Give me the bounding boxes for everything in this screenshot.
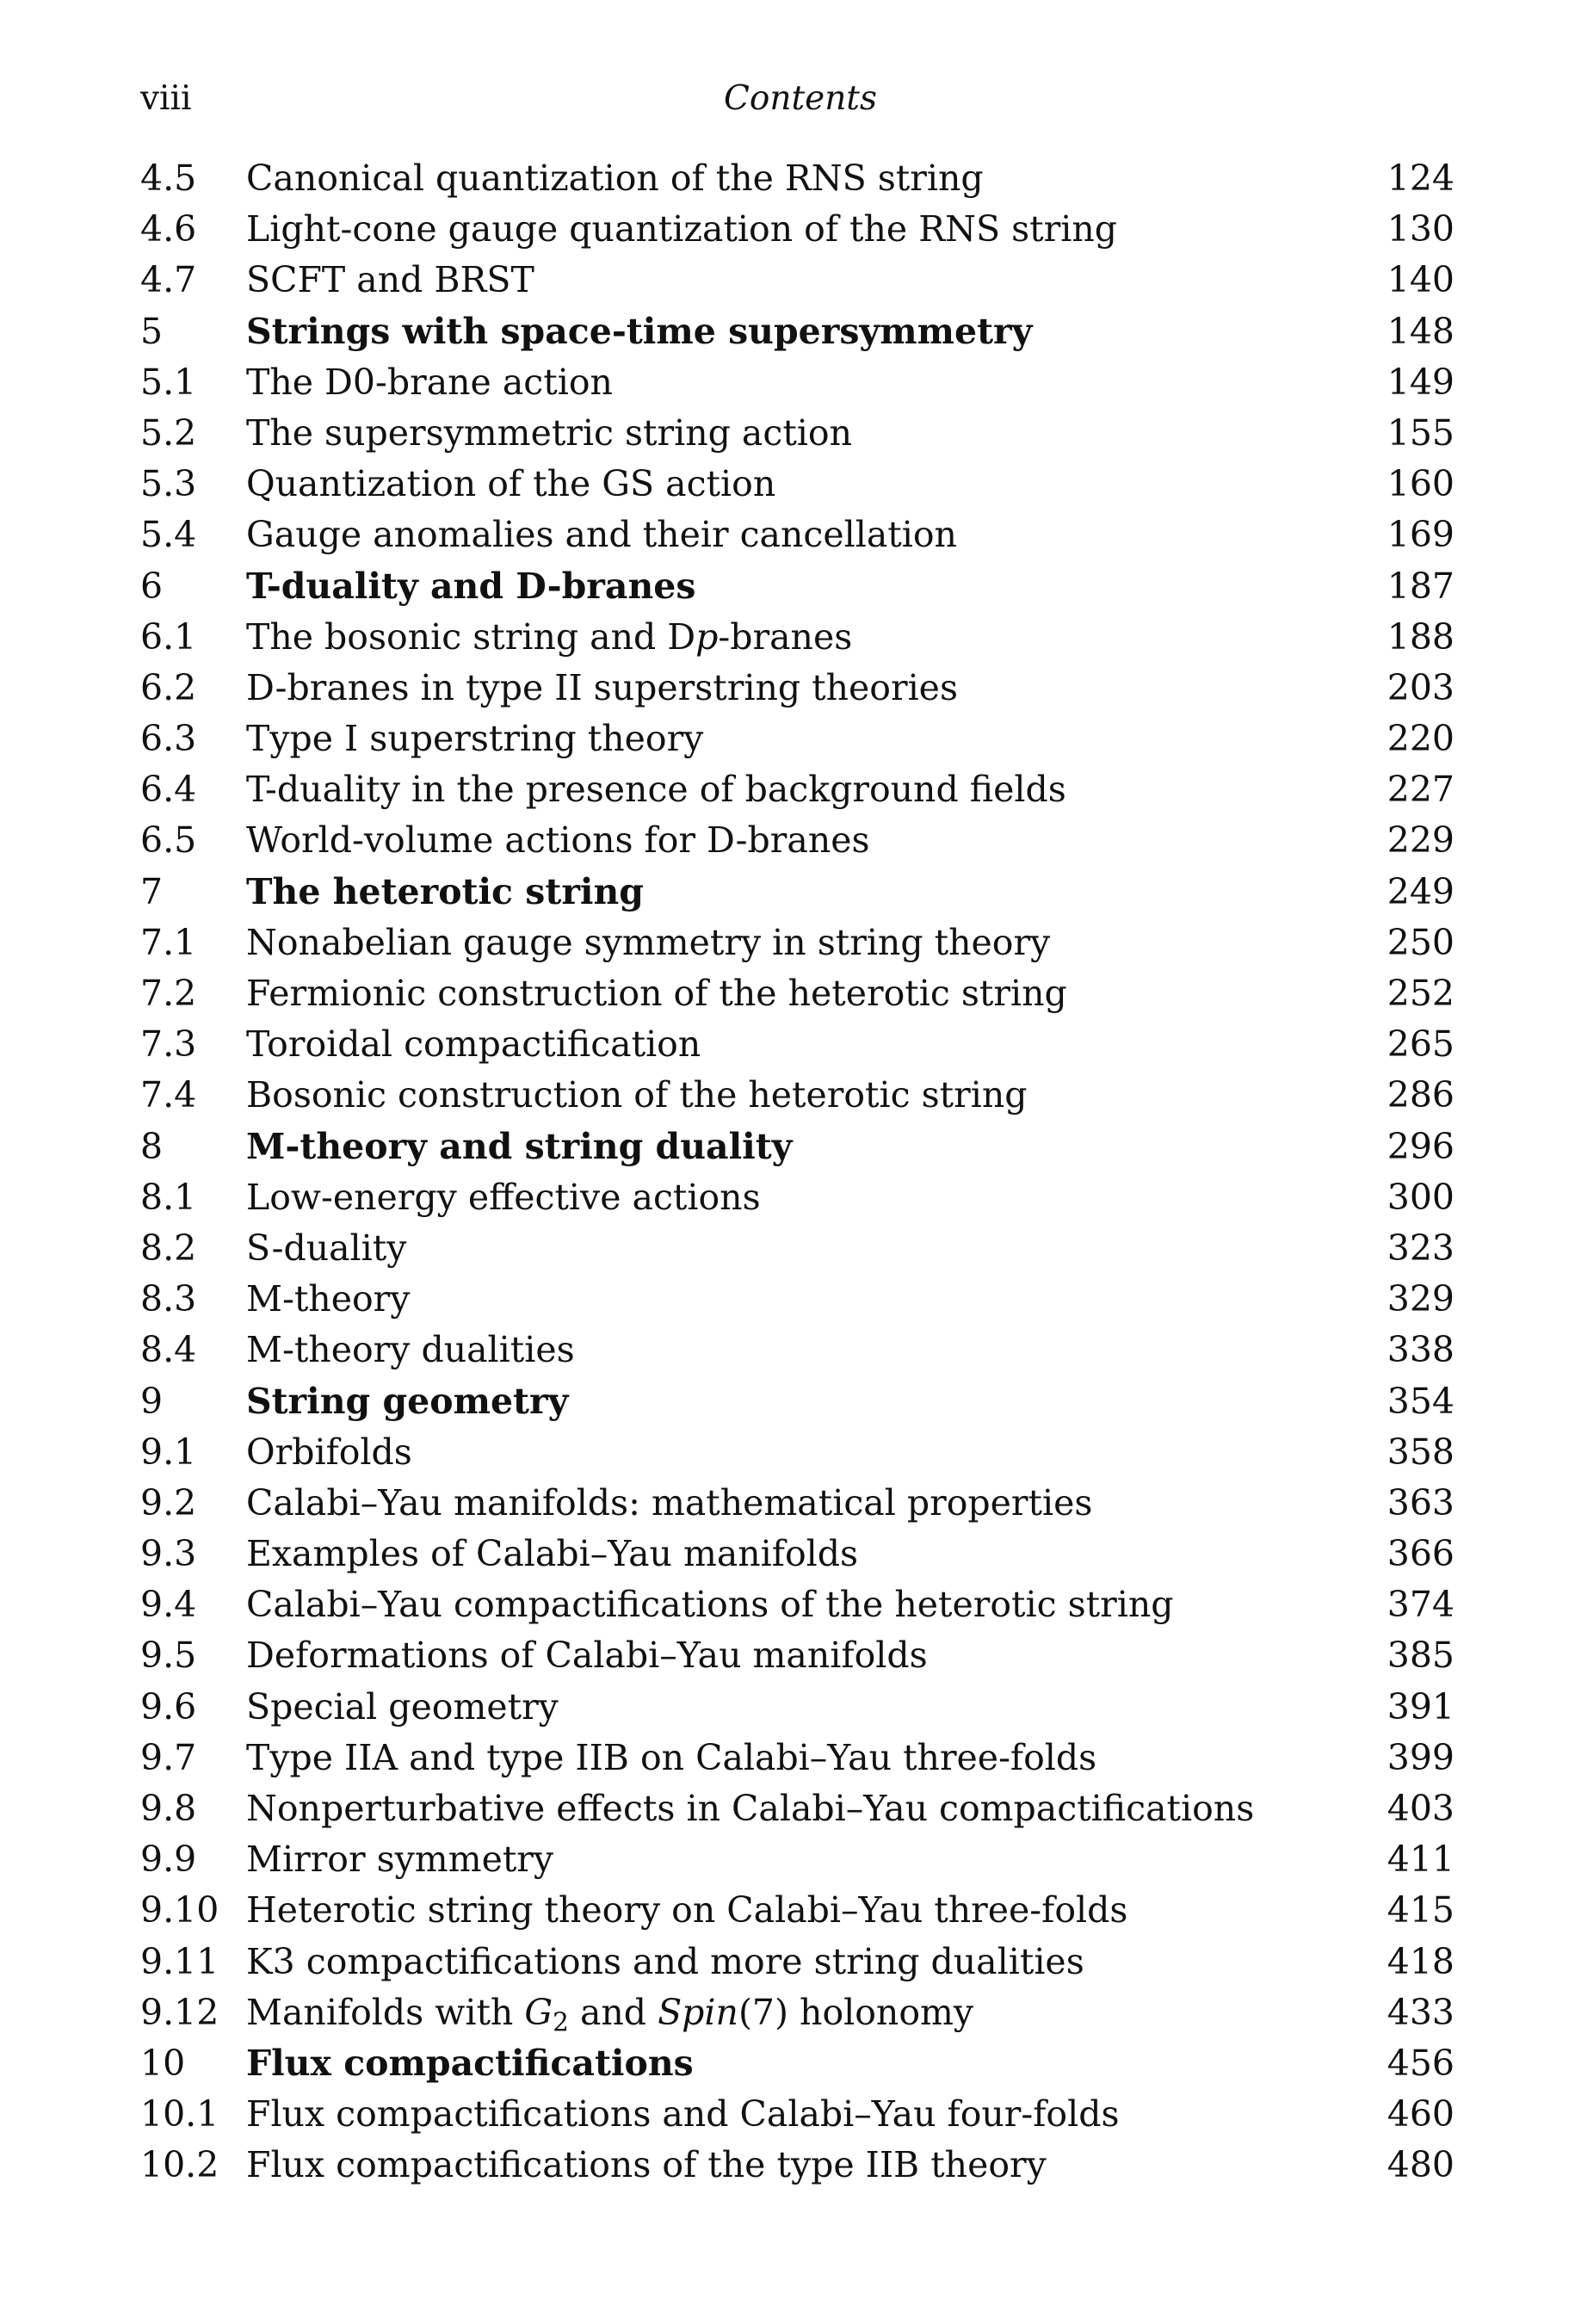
toc-section-entry[interactable] <box>0 357 1575 408</box>
toc-section-entry[interactable] <box>0 255 1575 306</box>
toc-section-entry[interactable] <box>0 815 1575 866</box>
toc-entry-number: 9.1 <box>140 1431 197 1473</box>
toc-chapter-entry[interactable] <box>0 2038 1575 2089</box>
toc-entry-number: 8.2 <box>140 1227 197 1269</box>
toc-section-entry[interactable] <box>0 204 1575 255</box>
toc-entry-number: 7.3 <box>140 1023 197 1066</box>
toc-entry-title: K3 compactifications and more string dualities <box>246 1940 1084 1982</box>
toc-entry-page: 358 <box>1387 1431 1455 1473</box>
toc-entry-number: 4.7 <box>140 259 197 301</box>
toc-entry-title: World-volume actions for D-branes <box>246 819 870 862</box>
toc-entry-page: 250 <box>1387 921 1455 963</box>
toc-entry-title: Fermionic construction of the heterotic string <box>246 973 1067 1014</box>
toc-entry-number: 9.9 <box>140 1839 197 1881</box>
toc-section-entry[interactable] <box>0 1529 1575 1579</box>
toc-entry-number: 9.3 <box>140 1533 197 1575</box>
toc-chapter-entry[interactable] <box>0 1122 1575 1172</box>
toc-entry-page: 220 <box>1387 718 1455 760</box>
toc-entry-title: The D0-brane action <box>246 361 613 403</box>
toc-entry-page: 329 <box>1387 1278 1455 1320</box>
toc-entry-title: SCFT and BRST <box>246 259 534 301</box>
toc-section-entry[interactable] <box>0 408 1575 459</box>
toc-section-entry[interactable] <box>0 1682 1575 1733</box>
toc-entry-title: Special geometry <box>246 1685 559 1728</box>
toc-entry-page: 300 <box>1387 1176 1455 1218</box>
toc-entry-page: 296 <box>1387 1125 1455 1167</box>
toc-entry-title: Canonical quantization of the RNS string <box>246 158 984 199</box>
toc-entry-title: Bosonic construction of the heterotic string <box>246 1074 1028 1116</box>
toc-chapter-entry[interactable] <box>0 1376 1575 1427</box>
toc-entry-page: 480 <box>1387 2144 1455 2186</box>
toc-section-entry[interactable] <box>0 1325 1575 1375</box>
toc-chapter-entry[interactable] <box>0 306 1575 357</box>
toc-entry-number: 9.12 <box>140 1991 219 2033</box>
toc-entry-title: String geometry <box>246 1380 569 1422</box>
toc-entry-title: Nonabelian gauge symmetry in string theory <box>246 921 1051 963</box>
toc-entry-page: 148 <box>1387 310 1455 352</box>
toc-entry-number: 6.2 <box>140 666 197 708</box>
toc-title-fragment: 2 <box>553 2007 569 2037</box>
toc-entry-page: 130 <box>1387 208 1455 250</box>
toc-entry-title: Low-energy effective actions <box>246 1176 761 1218</box>
toc-title-fragment: Spin <box>658 1991 738 2033</box>
toc-section-entry[interactable] <box>0 1937 1575 1987</box>
toc-section-entry[interactable] <box>0 153 1575 204</box>
toc-section-entry[interactable] <box>0 1223 1575 1274</box>
toc-entry-number: 9.10 <box>140 1889 219 1932</box>
toc-entry-page: 188 <box>1387 615 1455 658</box>
running-title: Contents <box>724 79 877 118</box>
toc-entry-number: 9.7 <box>140 1736 197 1778</box>
toc-entry-number: 7.2 <box>140 973 197 1014</box>
toc-entry-page: 374 <box>1387 1584 1455 1626</box>
toc-entry-number: 5.3 <box>140 463 197 505</box>
toc-entry-number: 9.8 <box>140 1788 197 1829</box>
toc-entry-number: 6.1 <box>140 615 197 658</box>
toc-entry-title: Heterotic string theory on Calabi–Yau three-folds <box>246 1889 1128 1932</box>
toc-entry-page: 227 <box>1387 769 1455 811</box>
toc-entry-title: Deformations of Calabi–Yau manifolds <box>246 1635 928 1677</box>
toc-entry-page: 403 <box>1387 1788 1455 1829</box>
toc-entry-title <box>246 612 852 663</box>
toc-entry-page: 155 <box>1387 411 1455 454</box>
toc-entry-title: S-duality <box>246 1227 407 1269</box>
toc-entry-number: 9.4 <box>140 1584 197 1626</box>
toc-section-entry[interactable] <box>0 1070 1575 1121</box>
toc-entry-page: 252 <box>1387 973 1455 1014</box>
toc-entry-page: 286 <box>1387 1074 1455 1116</box>
toc-entry-page: 363 <box>1387 1481 1455 1524</box>
toc-entry-number: 9.11 <box>140 1940 219 1982</box>
table-of-contents <box>0 153 1575 2191</box>
toc-section-entry[interactable] <box>0 1172 1575 1223</box>
page-number: viii <box>140 79 192 118</box>
toc-section-entry[interactable] <box>0 2140 1575 2191</box>
toc-entry-number: 9.2 <box>140 1481 197 1524</box>
toc-entry-page: 338 <box>1387 1329 1455 1371</box>
toc-entry-title: Calabi–Yau manifolds: mathematical properties <box>246 1481 1093 1524</box>
toc-entry-title: Flux compactifications of the type IIB theory <box>246 2144 1047 2186</box>
toc-entry-page: 385 <box>1387 1635 1455 1677</box>
toc-title-fragment: The bosonic string and D <box>246 615 696 658</box>
toc-section-entry[interactable] <box>0 459 1575 510</box>
toc-entry-title: Quantization of the GS action <box>246 463 776 505</box>
toc-entry-page: 460 <box>1387 2093 1455 2135</box>
toc-entry-number: 7.4 <box>140 1074 197 1116</box>
toc-entry-title: Strings with space-time supersymmetry <box>246 310 1033 352</box>
toc-entry-title: Examples of Calabi–Yau manifolds <box>246 1533 859 1575</box>
toc-entry-number: 8.3 <box>140 1278 197 1320</box>
toc-entry-number: 5.2 <box>140 411 197 454</box>
toc-section-entry[interactable] <box>0 1019 1575 1070</box>
toc-entry-number: 6.4 <box>140 769 197 811</box>
toc-title-fragment: -branes <box>718 615 853 658</box>
toc-chapter-entry[interactable] <box>0 867 1575 918</box>
toc-entry-number: 7.1 <box>140 921 197 963</box>
toc-entry-page: 265 <box>1387 1023 1455 1066</box>
toc-entry-number: 4.5 <box>140 158 197 199</box>
toc-entry-title: D-branes in type II superstring theories <box>246 666 958 708</box>
toc-entry-title: Mirror symmetry <box>246 1839 554 1881</box>
toc-entry-page: 399 <box>1387 1736 1455 1778</box>
toc-entry-number: 5.4 <box>140 514 197 556</box>
toc-entry-page: 249 <box>1387 870 1455 912</box>
toc-title-fragment: and <box>568 1991 658 2033</box>
toc-entry-number: 7 <box>140 870 164 912</box>
toc-entry-title: M-theory dualities <box>246 1329 575 1371</box>
toc-entry-number: 6 <box>140 565 164 607</box>
toc-entry-page: 415 <box>1387 1889 1455 1932</box>
toc-chapter-entry[interactable] <box>0 561 1575 612</box>
toc-entry-page: 169 <box>1387 514 1455 556</box>
toc-section-entry[interactable] <box>0 968 1575 1019</box>
toc-section-entry[interactable] <box>0 1579 1575 1630</box>
toc-entry-title: Nonperturbative effects in Calabi–Yau compactifications <box>246 1788 1255 1829</box>
toc-entry-number: 9.5 <box>140 1635 197 1677</box>
toc-entry-number: 6.5 <box>140 819 197 862</box>
toc-entry-number: 9.6 <box>140 1685 197 1728</box>
toc-entry-title: The heterotic string <box>246 870 644 912</box>
toc-entry-page: 391 <box>1387 1685 1455 1728</box>
toc-entry-page: 366 <box>1387 1533 1455 1575</box>
toc-section-entry[interactable] <box>0 663 1575 714</box>
toc-entry-title: Type I superstring theory <box>246 718 704 760</box>
toc-section-entry[interactable] <box>0 1987 1575 2038</box>
toc-entry-page: 187 <box>1387 565 1455 607</box>
toc-entry-page: 418 <box>1387 1940 1455 1982</box>
toc-entry-page: 160 <box>1387 463 1455 505</box>
toc-section-entry[interactable] <box>0 1630 1575 1681</box>
toc-entry-title: Calabi–Yau compactifications of the heterotic string <box>246 1584 1174 1626</box>
toc-entry-number: 10 <box>140 2042 186 2084</box>
toc-entry-title: Toroidal compactification <box>246 1023 701 1066</box>
toc-entry-title: Flux compactifications <box>246 2042 694 2084</box>
toc-title-fragment: p <box>695 615 719 658</box>
toc-entry-number: 10.1 <box>140 2093 219 2135</box>
running-head <box>0 79 1575 122</box>
toc-entry-number: 5.1 <box>140 361 197 403</box>
toc-section-entry[interactable] <box>0 1274 1575 1325</box>
toc-section-entry[interactable] <box>0 612 1575 663</box>
toc-entry-page: 323 <box>1387 1227 1455 1269</box>
toc-section-entry[interactable] <box>0 2089 1575 2140</box>
toc-section-entry[interactable] <box>0 764 1575 815</box>
toc-section-entry[interactable] <box>0 1885 1575 1936</box>
toc-entry-number: 6.3 <box>140 718 197 760</box>
toc-entry-number: 8.1 <box>140 1176 197 1218</box>
toc-entry-title <box>246 1987 973 2038</box>
toc-entry-title: Light-cone gauge quantization of the RNS string <box>246 208 1117 250</box>
toc-entry-title: M-theory <box>246 1278 411 1320</box>
toc-entry-number: 8.4 <box>140 1329 197 1371</box>
toc-section-entry[interactable] <box>0 1427 1575 1478</box>
toc-section-entry[interactable] <box>0 1733 1575 1783</box>
toc-entry-title: The supersymmetric string action <box>246 411 853 454</box>
toc-entry-page: 140 <box>1387 259 1455 301</box>
toc-entry-title: T-duality and D-branes <box>246 565 696 607</box>
toc-title-fragment: (7) holonomy <box>738 1991 974 2033</box>
toc-section-entry[interactable] <box>0 1783 1575 1834</box>
toc-title-fragment: G <box>524 1991 553 2033</box>
toc-entry-number: 8 <box>140 1125 164 1167</box>
toc-entry-page: 124 <box>1387 158 1455 199</box>
toc-entry-title: T-duality in the presence of background fields <box>246 769 1066 811</box>
toc-entry-page: 149 <box>1387 361 1455 403</box>
toc-entry-title: Type IIA and type IIB on Calabi–Yau three-folds <box>246 1736 1097 1778</box>
toc-entry-page: 203 <box>1387 666 1455 708</box>
toc-entry-title: Gauge anomalies and their cancellation <box>246 514 957 556</box>
toc-entry-page: 354 <box>1387 1380 1455 1422</box>
toc-section-entry[interactable] <box>0 714 1575 764</box>
toc-entry-number: 10.2 <box>140 2144 219 2186</box>
toc-section-entry[interactable] <box>0 1478 1575 1529</box>
toc-section-entry[interactable] <box>0 510 1575 560</box>
toc-entry-number: 4.6 <box>140 208 197 250</box>
toc-entry-number: 5 <box>140 310 164 352</box>
toc-entry-page: 411 <box>1387 1839 1455 1881</box>
toc-title-fragment: Manifolds with <box>246 1991 525 2033</box>
toc-entry-number: 9 <box>140 1380 164 1422</box>
toc-entry-page: 433 <box>1387 1991 1455 2033</box>
toc-entry-page: 229 <box>1387 819 1455 862</box>
toc-section-entry[interactable] <box>0 1834 1575 1885</box>
toc-entry-title: Flux compactifications and Calabi–Yau four-folds <box>246 2093 1120 2135</box>
toc-section-entry[interactable] <box>0 918 1575 968</box>
toc-entry-title: M-theory and string duality <box>246 1125 793 1167</box>
toc-entry-page: 456 <box>1387 2042 1455 2084</box>
toc-entry-title: Orbifolds <box>246 1431 412 1473</box>
